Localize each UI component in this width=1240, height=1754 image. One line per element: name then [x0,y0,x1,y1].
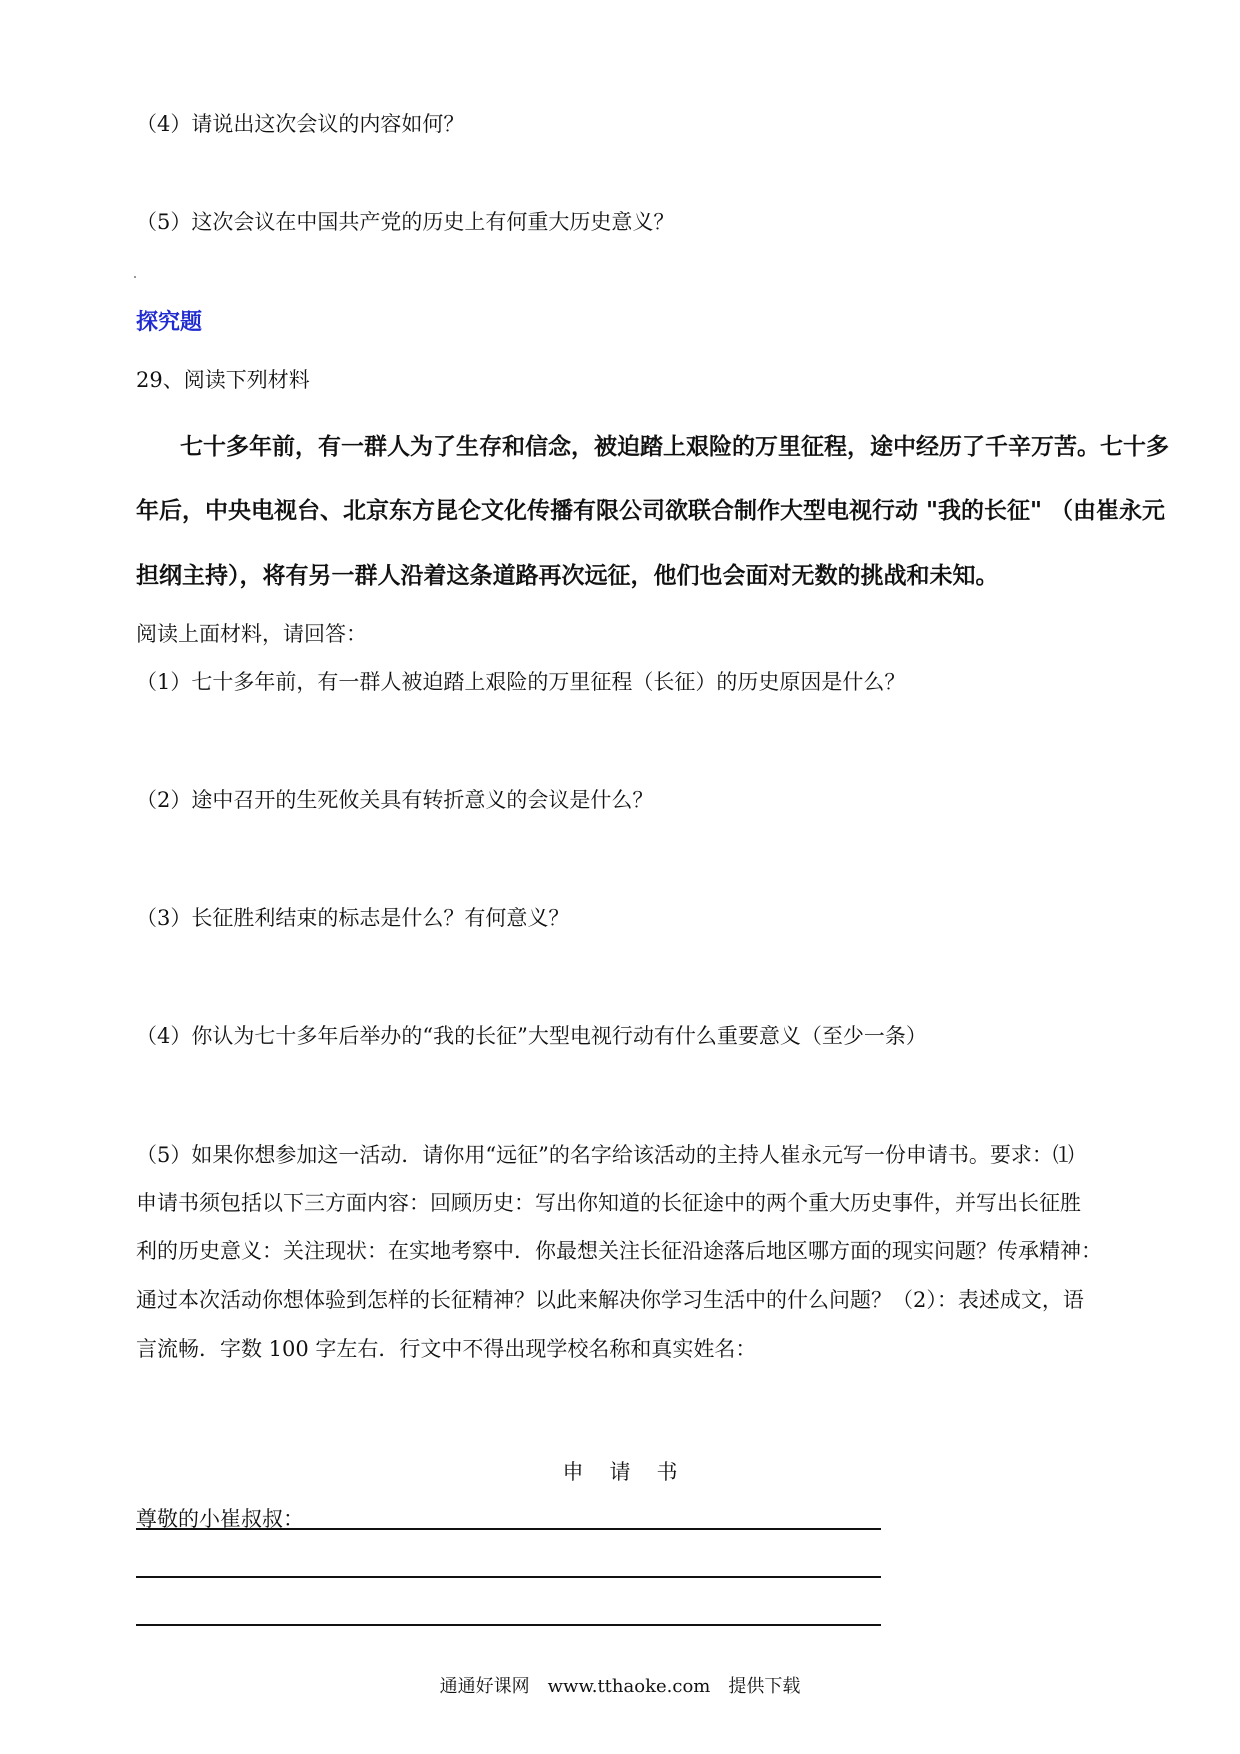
material-line-3: 担纲主持），将有另一群人沿着这条道路再次远征，他们也会面对无数的挑战和未知。 [136,563,999,589]
question-number-29: 29、阅读下列材料 [136,368,310,392]
writing-line-2[interactable] [136,1576,881,1578]
material-line-2: 年后，中央电视台、北京东方昆仑文化传播有限公司欲联合制作大型电视行动 "我的长征" （由崔永元 [136,498,1165,524]
question-5-line-3: 利的历史意义：关注现状：在实地考察中．你最想关注长征沿途落后地区哪方面的现实问题？传承精神： [136,1239,1102,1263]
question-5-top: （5）这次会议在中国共产党的历史上有何重大历史意义？ [136,210,675,234]
question-5-line-5: 言流畅．字数 100 字左右．行文中不得出现学校名称和真实姓名： [136,1337,757,1361]
application-salutation: 尊敬的小崔叔叔： [136,1507,304,1531]
question-5-line-4: 通过本次活动你想体验到怎样的长征精神？以此来解决你学习生活中的什么问题？（2）：表述成文，语 [136,1288,1084,1312]
writing-line-3[interactable] [136,1624,881,1626]
question-5-line-2: 申请书须包括以下三方面内容：回顾历史：写出你知道的长征途中的两个重大历史事件，并写出长征胜 [136,1191,1081,1215]
question-2: （2）途中召开的生死攸关具有转折意义的会议是什么？ [136,788,654,812]
question-4-top: （4）请说出这次会议的内容如何？ [136,112,465,136]
question-5-line-1: （5）如果你想参加这一活动．请你用“远征”的名字给该活动的主持人崔永元写一份申请书。要求：⑴ [136,1143,1074,1167]
section-heading: 探究题 [136,310,203,335]
question-4: （4）你认为七十多年后举办的“我的长征”大型电视行动有什么重要意义（至少一条） [136,1024,927,1048]
question-1: （1）七十多年前，有一群人被迫踏上艰险的万里征程（长征）的历史原因是什么？ [136,670,906,694]
writing-line-1[interactable] [136,1528,881,1530]
scan-dot [134,276,136,278]
material-line-1: 七十多年前，有一群人为了生存和信念，被迫踏上艰险的万里征程，途中经历了千辛万苦。七十多 [180,434,1169,460]
footer-credit: 通通好课网 www.tthaoke.com 提供下载 [439,1676,801,1697]
question-3: （3）长征胜利结束的标志是什么？有何意义？ [136,906,570,930]
application-title: 申请书 [562,1460,704,1484]
reading-prompt: 阅读上面材料，请回答： [136,622,367,646]
